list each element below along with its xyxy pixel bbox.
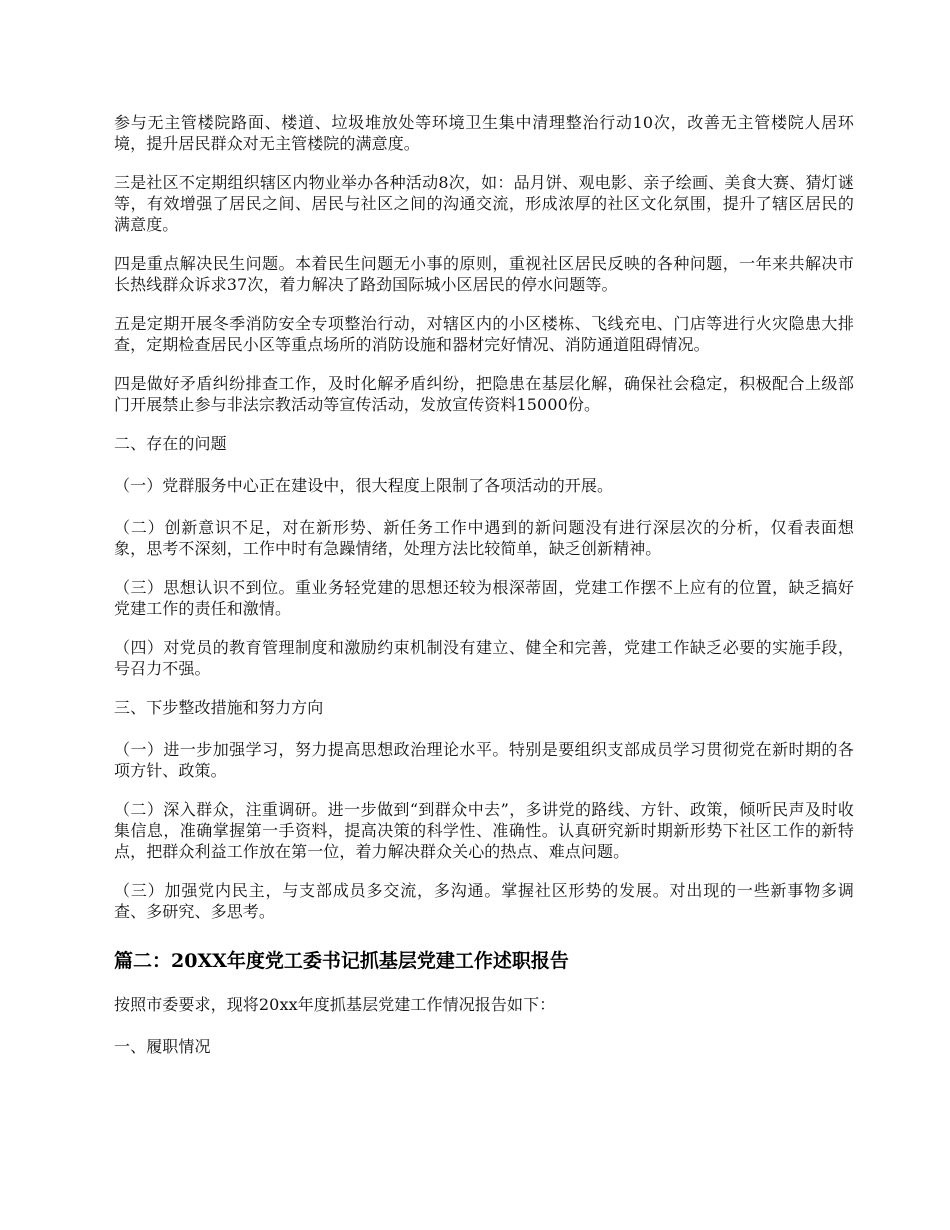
measure-item-1: （一）进一步加强学习，努力提高思想政治理论水平。特别是要组织支部成员学习贯彻党在新时期的各项方针、政策。 <box>114 740 854 780</box>
section-heading-measures: 三、下步整改措施和努力方向 <box>114 698 324 717</box>
paragraph-dispute-resolution: 四是做好矛盾纠纷排查工作，及时化解矛盾纠纷，把隐患在基层化解，确保社会稳定，积极配合上级部门开展禁止参与非法宗教活动等宣传活动，发放宣传资料15000份。 <box>114 374 854 414</box>
problem-item-2: （二）创新意识不足，对在新形势、新任务工作中遇到的新问题没有进行深层次的分析，仅看表面想象，思考不深刻，工作中时有急躁情绪，处理方法比较简单，缺乏创新精神。 <box>114 518 854 558</box>
measure-item-3: （三）加强党内民主，与支部成员多交流，多沟通。掌握社区形势的发展。对出现的一些新事物多调查、多研究、多思考。 <box>114 881 854 921</box>
problem-item-3: （三）思想认识不到位。重业务轻党建的思想还较为根深蒂固，党建工作摆不上应有的位置，缺乏搞好党建工作的责任和激情。 <box>114 578 854 618</box>
problem-item-4: （四）对党员的教育管理制度和激励约束机制没有建立、健全和完善，党建工作缺乏必要的实施手段，号召力不强。 <box>114 638 854 678</box>
paragraph-fire-safety: 五是定期开展冬季消防安全专项整治行动，对辖区内的小区楼栋、飞线充电、门店等进行火灾隐患大排查，定期检查居民小区等重点场所的消防设施和器材完好情况、消防通道阻碍情况。 <box>114 314 854 354</box>
section-heading-duties: 一、履职情况 <box>114 1037 211 1056</box>
paragraph-environment-cleanup: 参与无主管楼院路面、楼道、垃圾堆放处等环境卫生集中清理整治行动10次，改善无主管楼院人居环境，提升居民群众对无主管楼院的满意度。 <box>114 113 854 153</box>
paragraph-community-activities: 三是社区不定期组织辖区内物业举办各种活动8次，如：品月饼、观电影、亲子绘画、美食大赛、猜灯谜等，有效增强了居民之间、居民与社区之间的沟通交流，形成浓厚的社区文化氛围，提升了辖区居民的满意度。 <box>114 173 854 234</box>
problem-item-1: （一）党群服务中心正在建设中，很大程度上限制了各项活动的开展。 <box>114 476 614 495</box>
paragraph-livelihood-issues: 四是重点解决民生问题。本着民生问题无小事的原则，重视社区居民反映的各种问题，一年来共解决市长热线群众诉求37次，着力解决了路劲国际城小区居民的停水问题等。 <box>114 254 854 294</box>
section-heading-problems: 二、存在的问题 <box>114 434 227 453</box>
measure-item-2: （二）深入群众，注重调研。进一步做到“到群众中去”，多讲党的路线、方针、政策，倾听民声及时收集信息，准确掌握第一手资料，提高决策的科学性、准确性。认真研究新时期新形势下社区工作的新特点，把群众利益工作放在第一位，着力解决群众关心的热点、难点问题。 <box>114 800 854 861</box>
article-title-part-two: 篇二：20XX年度党工委书记抓基层党建工作述职报告 <box>114 950 569 972</box>
document-page <box>114 112 854 1078</box>
paragraph-report-intro: 按照市委要求，现将20xx年度抓基层党建工作情况报告如下： <box>114 995 556 1014</box>
